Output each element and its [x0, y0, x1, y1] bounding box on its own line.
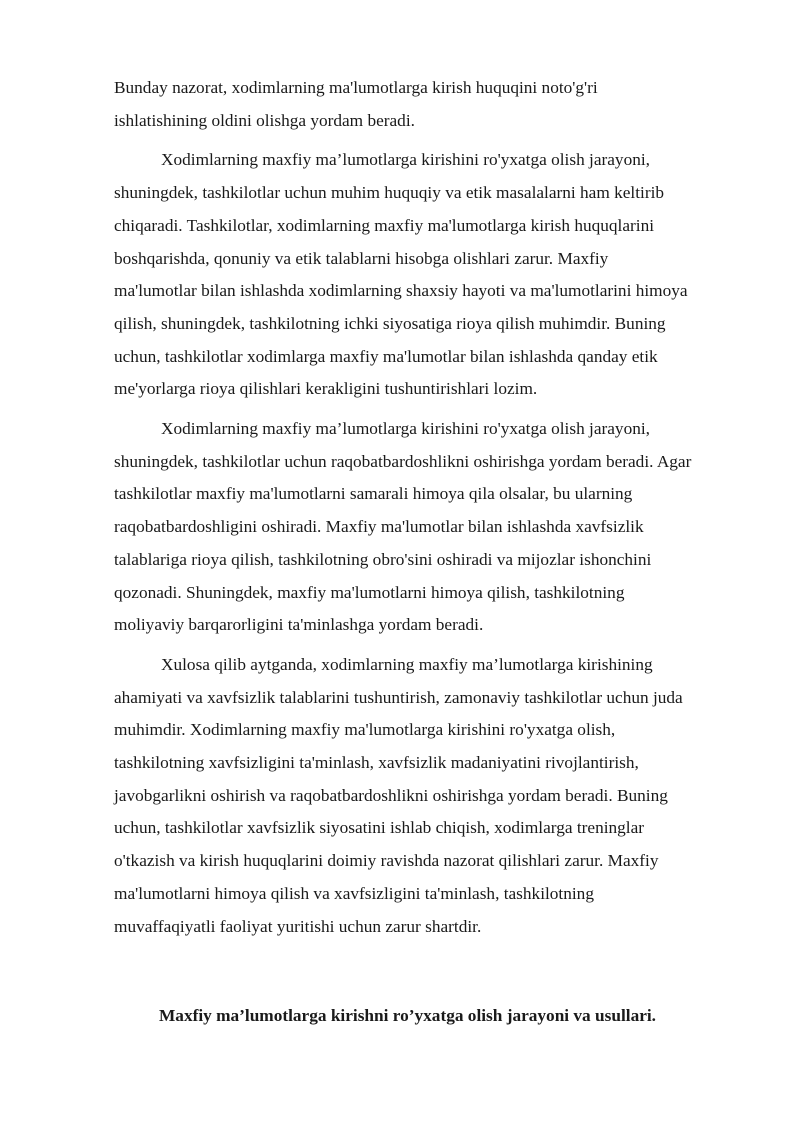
paragraph-2: Xodimlarning maxfiy ma’lumotlarga kirishini ro'yxatga olish jarayoni, shuningdek, tashkilotlar uchun muhim huquqiy va etik masalalarni ham keltirib chiqaradi. Tashkilotlar, xodimlarning maxfiy ma'lumotlarga kirish huquqlarini boshqarishda, qonuniy va etik talablarni hisobga olishlari zarur. Maxfiy ma'lumotlar bilan ishlashda xodimlarning shaxsiy hayoti va ma'lumotlarini himoya qilish, shuningdek, tashkilotning ichki siyosatiga rioya qilish muhimdir. Buning uchun, tashkilotlar xodimlarga maxfiy ma'lumotlar bilan ishlashda qanday etik me'yorlarga rioya qilishlari kerakligini tushuntirishlari lozim. — [114, 150, 688, 399]
section-heading: Maxfiy ma’lumotlarga kirishni ro’yxatga olish jarayoni va usullari. — [159, 1006, 657, 1025]
paragraph-1: Bunday nazorat, xodimlarning ma'lumotlarga kirish huquqini noto'g'ri ishlatishining oldini olishga yordam beradi. — [114, 78, 598, 130]
document-body — [114, 72, 744, 1025]
paragraph-3: Xodimlarning maxfiy ma’lumotlarga kirishini ro'yxatga olish jarayoni, shuningdek, tashkilotlar uchun raqobatbardoshlikni oshirishga yordam beradi. Agar tashkilotlar maxfiy ma'lumotlarni samarali himoya qila olsalar, bu ularning raqobatbardoshligini oshiradi. Maxfiy ma'lumotlar bilan ishlashda xavfsizlik talablariga rioya qilish, tashkilotning obro'sini oshiradi va mijozlar ishonchini qozonadi. Shuningdek, maxfiy ma'lumotlarni himoya qilish, tashkilotning moliyaviy barqarorligini ta'minlashga yordam beradi. — [114, 419, 692, 635]
paragraph-4: Xulosa qilib aytganda, xodimlarning maxfiy ma’lumotlarga kirishining ahamiyati va xavfsizlik talablarini tushuntirish, zamonaviy tashkilotlar uchun juda muhimdir. Xodimlarning maxfiy ma'lumotlarga kirishini ro'yxatga olish, tashkilotning xavfsizligini ta'minlash, xavfsizlik madaniyatini rivojlantirish, javobgarlikni oshirish va raqobatbardoshlikni oshirishga yordam beradi. Buning uchun, tashkilotlar xavfsizlik siyosatini ishlab chiqish, xodimlarga treninglar o'tkazish va kirish huquqlarini doimiy ravishda nazorat qilishlari zarur. Maxfiy ma'lumotlarni himoya qilish va xavfsizligini ta'minlash, tashkilotning muvaffaqiyatli faoliyat yuritishi uchun zarur shartdir. — [114, 654, 683, 936]
